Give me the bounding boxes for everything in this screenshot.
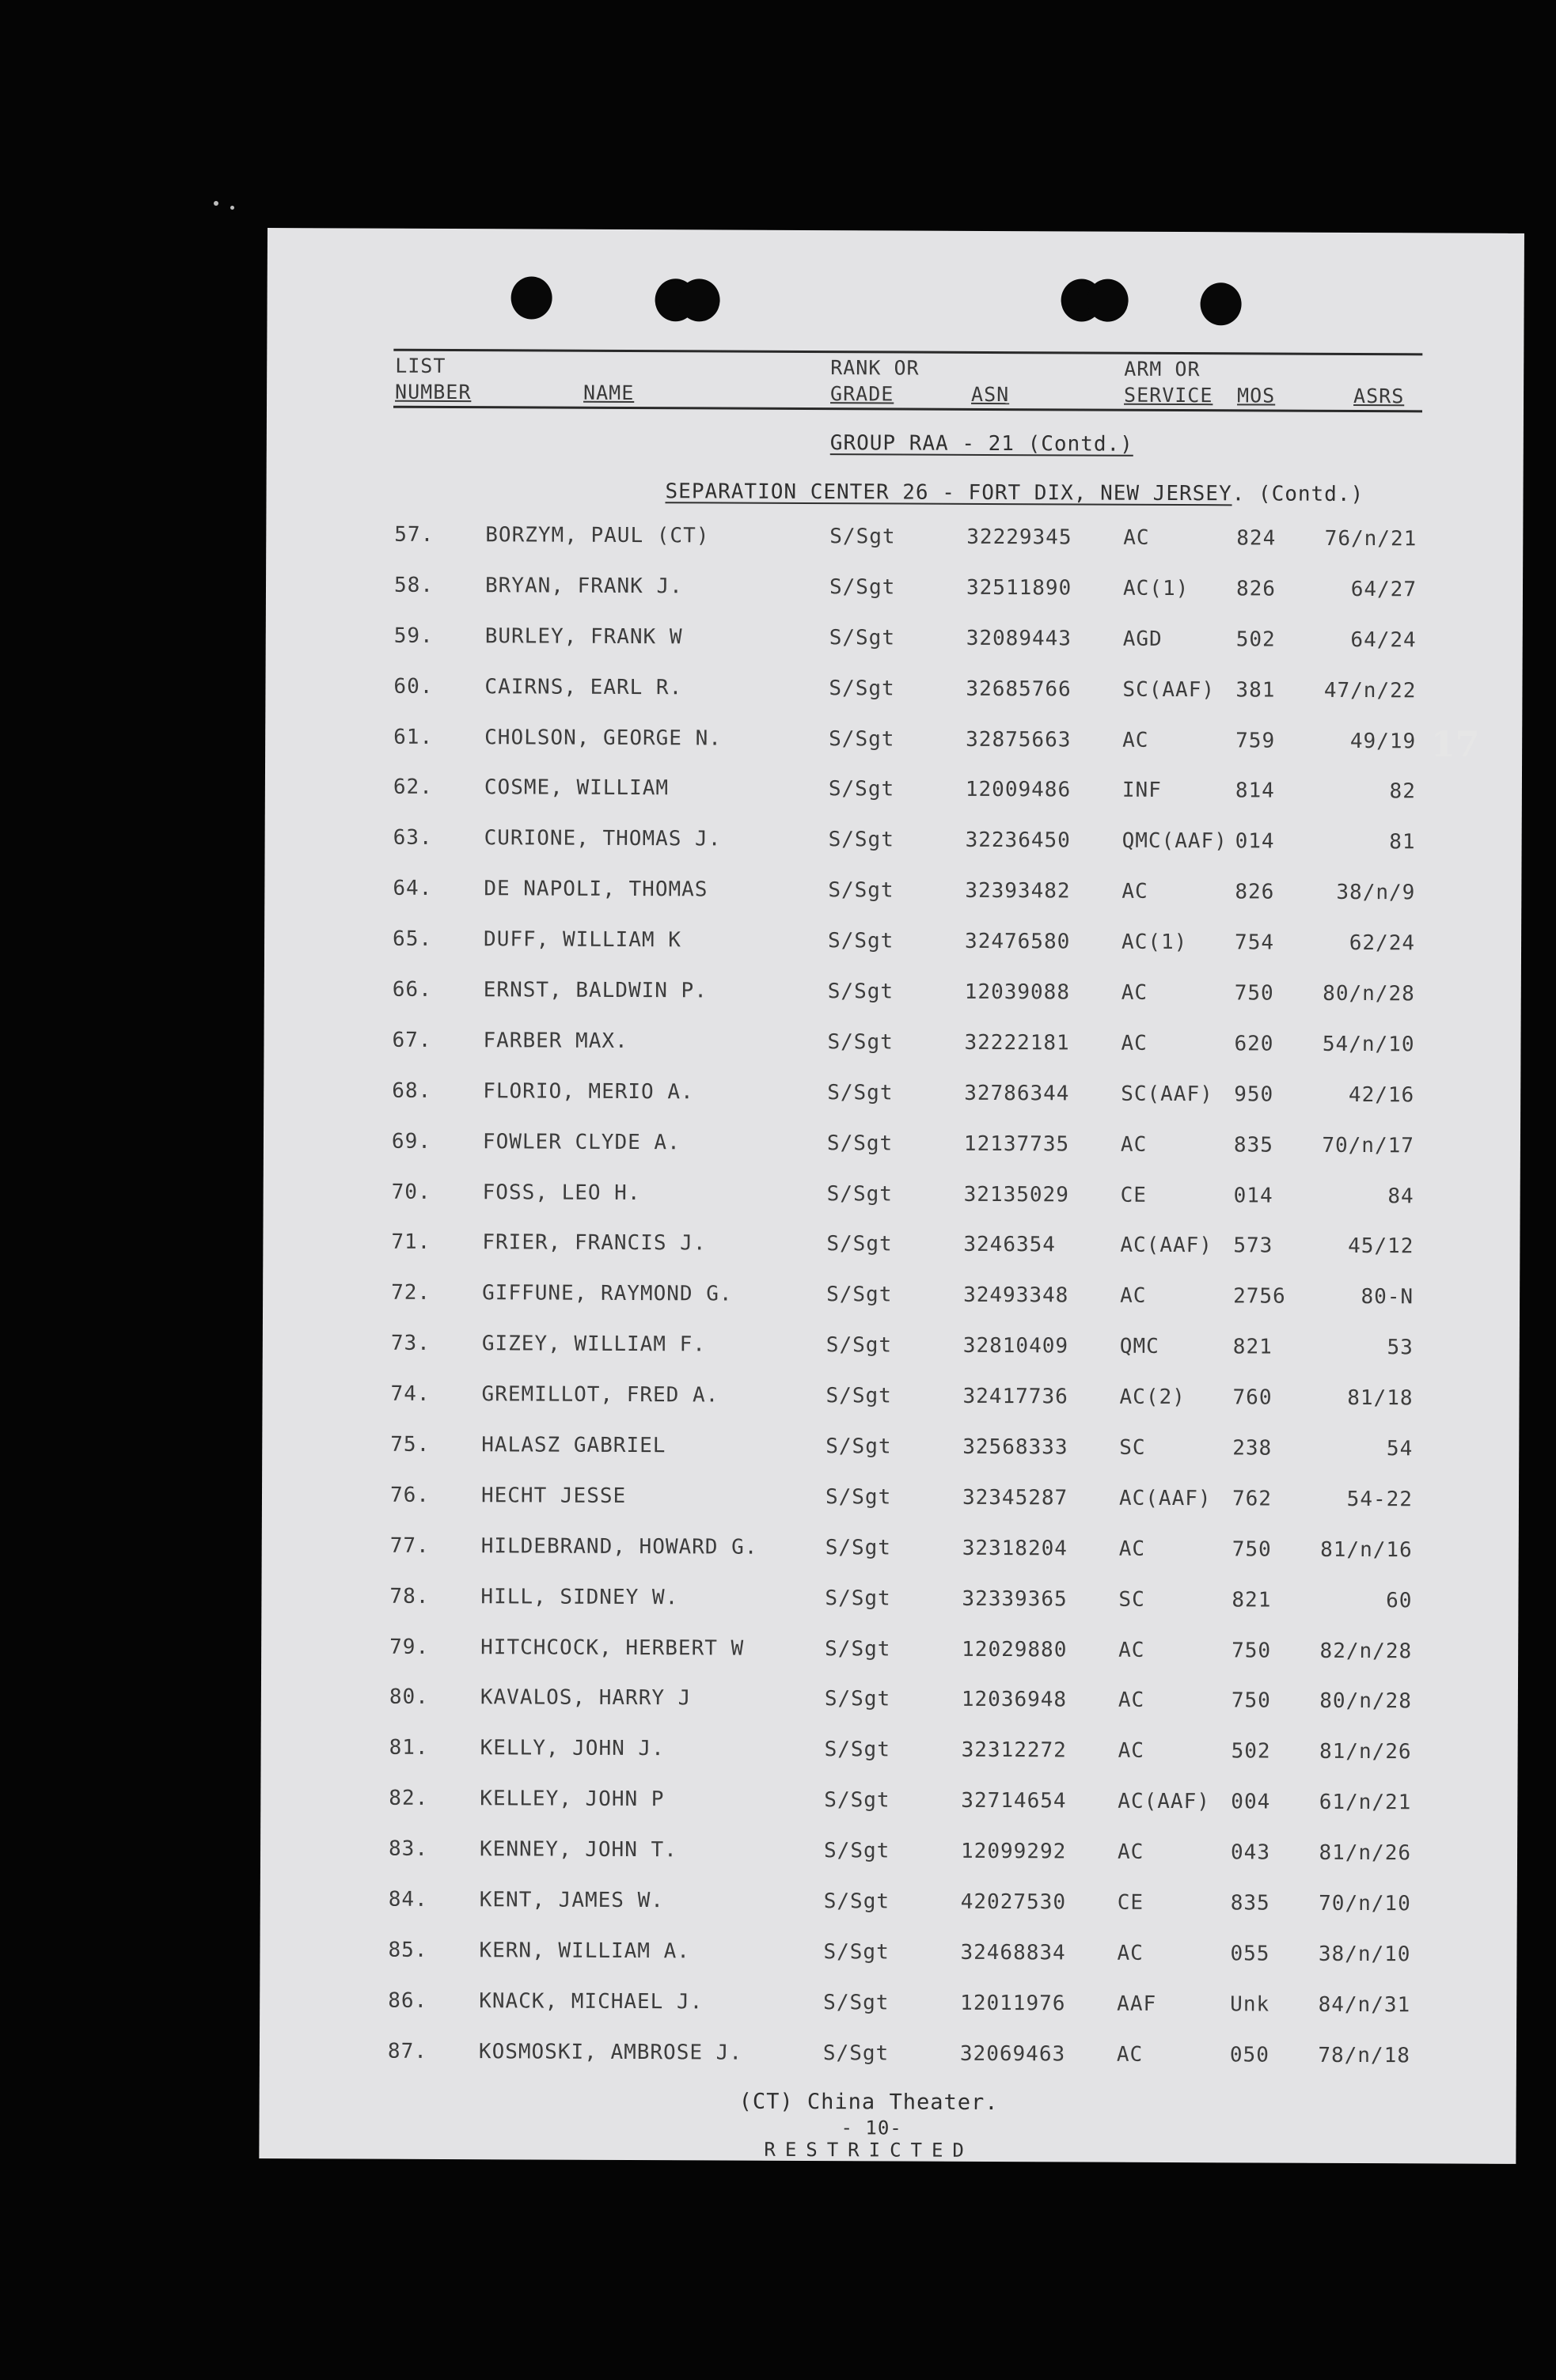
cell-mos: 824 [1236,526,1277,551]
cell-asn: 32135029 [963,1182,1069,1207]
cell-soldier-name: HECHT JESSE [480,1484,627,1508]
cell-soldier-name: CHOLSON, GEORGE N. [484,725,723,751]
cell-list-number: 64. [393,876,433,901]
cell-asn: 32229345 [966,525,1072,550]
table-row: 58. BRYAN, FRANK J. S/Sgt 32511890 AC(1) 826 64/27 [393,573,1417,602]
punch-hole [1087,279,1128,322]
cell-asn: 32468834 [960,1940,1066,1965]
cell-grade: S/Sgt [828,878,894,903]
cell-arm-service: AC [1118,1739,1144,1764]
cell-list-number: 86. [388,1988,428,2013]
cell-arm-service: SC [1118,1587,1145,1612]
film-speck [230,206,234,210]
table-row: 86. KNACK, MICHAEL J. S/Sgt 12011976 AAF Unk 84/n/31 [388,1988,1411,2018]
header-mos: MOS [1237,384,1276,407]
cell-mos: 759 [1235,728,1276,753]
cell-soldier-name: FOSS, LEO H. [482,1180,641,1205]
cell-list-number: 57. [394,522,435,547]
cell-soldier-name: KENT, JAMES W. [479,1888,665,1913]
cell-asn: 12099292 [960,1839,1067,1864]
table-row: 87. KOSMOSKI, AMBROSE J. S/Sgt 32069463 AC 050 78/n/18 [387,2039,1410,2068]
cell-mos: 620 [1234,1032,1274,1056]
cell-mos: 826 [1235,577,1277,601]
header-arm: ARM OR SERVICE [1124,357,1213,407]
cell-grade: S/Sgt [825,1535,892,1560]
cell-list-number: 62. [393,775,433,800]
table-row: 61. CHOLSON, GEORGE N. S/Sgt 32875663 AC 759 49/19 [393,725,1417,753]
cell-grade: S/Sgt [823,1889,890,1914]
cell-asn: 32417736 [962,1384,1068,1409]
cell-mos: 004 [1231,1790,1271,1814]
cell-mos: 043 [1230,1840,1271,1865]
cell-asn: 32714654 [961,1789,1067,1813]
cell-grade: S/Sgt [828,828,894,852]
cell-mos: 750 [1232,1537,1272,1562]
cell-soldier-name: FARBER MAX. [483,1029,628,1053]
cell-list-number: 58. [393,573,435,597]
punch-hole [510,276,552,319]
footnote: (CT) China Theater. [738,2089,999,2116]
cell-asn: 42027530 [960,1889,1067,1915]
punch-hole [678,279,719,321]
cell-arm-service: AC(1) [1121,930,1188,955]
classification-stamp: RESTRICTED [764,2138,973,2162]
cell-asn: 32339365 [962,1586,1068,1612]
film-speck [214,201,218,206]
cell-arm-service: AC [1121,980,1148,1005]
cell-mos: 055 [1230,1942,1270,1966]
cell-soldier-name: KERN, WILLIAM A. [479,1938,691,1964]
cell-asn: 32312272 [961,1738,1067,1763]
cell-soldier-name: HILL, SIDNEY W. [480,1584,679,1609]
cell-list-number: 85. [388,1938,428,1962]
cell-list-number: 71. [391,1230,431,1255]
table-row: 72. GIFFUNE, RAYMOND G. S/Sgt 32493348 AC 2756 80-N [391,1281,1414,1309]
cell-list-number: 79. [389,1635,430,1659]
cell-list-number: 60. [393,674,434,699]
table-row: 70. FOSS, LEO H. S/Sgt 32135029 CE 014 84 [391,1180,1414,1208]
center-title: SEPARATION CENTER 26 - FORT DIX, NEW JERSEY. (Contd.) [665,479,1364,507]
cell-arm-service: AGD [1122,627,1163,651]
cell-grade: S/Sgt [826,1131,894,1156]
cell-mos: 835 [1233,1133,1273,1158]
cell-asn: 32089443 [966,626,1072,651]
table-row: 75. HALASZ GABRIEL S/Sgt 32568333 SC 238 54 [390,1432,1414,1461]
cell-arm-service: QMC [1119,1334,1159,1359]
cell-mos: 014 [1235,829,1275,854]
cell-grade: S/Sgt [825,1636,891,1662]
cell-list-number: 83. [388,1836,429,1862]
cell-list-number: 80. [389,1685,429,1710]
table-row: 81. KELLY, JOHN J. S/Sgt 32312272 AC 502 81/n/26 [389,1736,1412,1764]
cell-soldier-name: BURLEY, FRANK W [484,623,683,650]
cell-grade: S/Sgt [827,980,894,1004]
cell-arm-service: AC [1117,1941,1144,1965]
cell-grade: S/Sgt [824,1687,891,1711]
cell-asn: 32568333 [962,1434,1068,1460]
cell-arm-service: AC(AAF) [1120,1234,1213,1258]
cell-arm-service: AC [1123,525,1150,550]
cell-asn: 32511890 [966,575,1072,601]
cell-soldier-name: KELLY, JOHN J. [480,1736,665,1761]
table-row: 65. DUFF, WILLIAM K S/Sgt 32476580 AC(1) 754 62/24 [393,927,1416,956]
cell-mos: 814 [1235,779,1275,804]
cell-list-number: 66. [392,977,432,1002]
cell-asn: 12009486 [965,778,1072,802]
cell-mos: 762 [1232,1487,1273,1511]
cell-grade: S/Sgt [828,777,895,802]
cell-grade: S/Sgt [823,1940,890,1965]
cell-grade: S/Sgt [823,1839,890,1863]
cell-grade: S/Sgt [829,574,896,600]
cell-soldier-name: FLORIO, MERIO A. [483,1078,694,1105]
table-row: 69. FOWLER CLYDE A. S/Sgt 12137735 AC 835 70/n/17 [391,1129,1415,1158]
cell-asn: 32786344 [964,1081,1070,1106]
group-title: GROUP RAA - 21 (Contd.) [829,431,1133,457]
cell-grade: S/Sgt [829,726,895,752]
document-page [259,228,1524,2164]
table-row: 79. HITCHCOCK, HERBERT W S/Sgt 12029880 AC 750 82/n/28 [389,1635,1413,1663]
cell-list-number: 75. [390,1432,431,1457]
cell-mos: 750 [1232,1638,1272,1663]
cell-mos: 821 [1232,1335,1273,1359]
cell-arm-service: AC [1118,1638,1145,1662]
cell-grade: S/Sgt [825,1485,892,1510]
cell-asn: 12039088 [964,980,1071,1005]
cell-list-number: 59. [393,623,434,648]
cell-arm-service: SC(AAF) [1121,1082,1213,1107]
cell-soldier-name: COSME, WILLIAM [484,775,670,801]
cell-arm-service: AC [1120,1284,1147,1309]
punch-hole [1200,282,1241,325]
cell-grade: S/Sgt [827,1080,894,1105]
cell-grade: S/Sgt [826,1283,893,1307]
table-row: 66. ERNST, BALDWIN P. S/Sgt 12039088 AC 750 80/n/28 [392,977,1415,1006]
cell-arm-service: AAF [1117,1992,1157,2016]
cell-soldier-name: BRYAN, FRANK J. [484,574,683,599]
cell-asn: 32476580 [965,929,1071,954]
cell-arm-service: QMC(AAF) [1121,829,1228,854]
table-row: 78. HILL, SIDNEY W. S/Sgt 32339365 SC 821 60 [389,1584,1413,1613]
cell-grade: S/Sgt [829,525,896,549]
cell-soldier-name: KOSMOSKI, AMBROSE J. [478,2039,743,2065]
cell-soldier-name: CURIONE, THOMAS J. [484,826,722,851]
cell-list-number: 72. [391,1281,431,1306]
cell-soldier-name: KELLEY, JOHN P [480,1787,665,1812]
cell-mos: 750 [1231,1688,1271,1714]
header-list-number: LIST NUMBER [395,354,472,404]
cell-mos: 573 [1233,1234,1273,1259]
table-row: 57. BORZYM, PAUL (CT) S/Sgt 32229345 AC 824 76/n/21 [394,522,1417,551]
cell-asn: 32222181 [964,1030,1070,1055]
cell-soldier-name: KAVALOS, HARRY J [480,1685,692,1711]
table-row: 76. HECHT JESSE S/Sgt 32345287 AC(AAF) 762 54-22 [389,1483,1414,1512]
table-row: 63. CURIONE, THOMAS J. S/Sgt 32236450 QMC(AAF) 014 81 [393,826,1416,855]
side-number: 17 [1431,725,1480,765]
cell-list-number: 87. [387,2039,427,2064]
cell-asn: 32810409 [962,1334,1069,1359]
table-row: 60. CAIRNS, EARL R. S/Sgt 32685766 SC(AAF) 381 47/n/22 [393,674,1417,703]
cell-arm-service: AC [1120,1132,1148,1157]
cell-soldier-name: GIZEY, WILLIAM F. [481,1332,707,1357]
cell-arm-service: AC [1118,1688,1145,1713]
cell-list-number: 78. [389,1584,430,1609]
cell-arm-service: CE [1117,1890,1144,1915]
cell-mos: 2756 [1233,1284,1286,1309]
cell-list-number: 76. [389,1483,431,1507]
cell-mos: 835 [1230,1891,1270,1916]
cell-mos: 502 [1235,627,1276,652]
cell-grade: S/Sgt [829,676,895,701]
cell-list-number: 63. [393,826,433,851]
cell-asn: 12036948 [961,1688,1068,1712]
cell-mos: 050 [1229,2043,1269,2067]
cell-arm-service: AC(2) [1119,1385,1186,1410]
cell-asn: 32069463 [959,2041,1066,2067]
cell-mos: 238 [1232,1436,1273,1461]
cell-arm-service: AC [1116,2042,1144,2067]
cell-soldier-name: HALASZ GABRIEL [481,1433,666,1458]
cell-grade: S/Sgt [825,1434,892,1459]
table-row: 71. FRIER, FRANCIS J. S/Sgt 3246354 AC(AAF) 573 45/12 [391,1230,1414,1259]
cell-arm-service: AC(AAF) [1118,1486,1212,1511]
cell-arm-service: AC [1118,1537,1146,1561]
header-asn: ASN [971,382,1010,407]
cell-soldier-name: HITCHCOCK, HERBERT W [480,1635,745,1661]
cell-grade: S/Sgt [825,1384,892,1408]
cell-list-number: 67. [392,1028,432,1052]
cell-soldier-name: BORZYM, PAUL (CT) [485,523,710,548]
cell-grade: S/Sgt [824,1788,890,1813]
header-asrs: ASRS [1353,384,1405,408]
cell-arm-service: SC [1119,1435,1146,1460]
cell-asn: 12011976 [960,1991,1066,2016]
cell-list-number: 77. [389,1533,430,1558]
cell-mos: 950 [1234,1082,1274,1107]
cell-mos: 502 [1231,1739,1271,1764]
table-row: 84. KENT, JAMES W. S/Sgt 42027530 CE 835 70/n/10 [388,1887,1411,1916]
cell-mos: Unk [1230,1992,1270,2017]
cell-soldier-name: DE NAPOLI, THOMAS [484,877,708,902]
cell-soldier-name: KENNEY, JOHN T. [479,1837,677,1863]
cell-mos: 750 [1234,981,1274,1006]
cell-grade: S/Sgt [829,625,896,650]
roster-list [260,522,1524,2095]
table-row: 82. KELLEY, JOHN P S/Sgt 32714654 AC(AAF) 004 61/n/21 [389,1786,1412,1815]
cell-asn: 32685766 [966,676,1072,702]
cell-arm-service: AC [1117,1840,1144,1865]
table-row: 62. COSME, WILLIAM S/Sgt 12009486 INF 814 82 [393,775,1416,804]
cell-mos: 381 [1235,678,1276,703]
cell-list-number: 70. [391,1180,431,1204]
cell-asn: 32493348 [963,1283,1069,1308]
cell-list-number: 69. [391,1129,431,1154]
cell-grade: S/Sgt [823,1990,890,2015]
cell-arm-service: SC(AAF) [1122,677,1216,702]
table-row: 59. BURLEY, FRANK W S/Sgt 32089443 AGD 502 64/24 [393,623,1417,653]
cell-arm-service: AC [1121,1031,1148,1055]
cell-grade: S/Sgt [828,929,894,953]
page-number: - 10- [841,2117,902,2139]
cell-arm-service: AC [1121,879,1148,904]
cell-arm-service: AC(1) [1122,576,1190,601]
cell-mos: 014 [1233,1183,1273,1208]
cell-soldier-name: ERNST, BALDWIN P. [483,978,708,1003]
cell-soldier-name: KNACK, MICHAEL J. [479,1989,704,2014]
header-rank: RANK OR GRADE [830,356,920,406]
cell-list-number: 65. [393,927,433,952]
cell-asn: 32875663 [966,727,1072,752]
cell-arm-service: CE [1120,1183,1148,1207]
table-row: 68. FLORIO, MERIO A. S/Sgt 32786344 SC(AAF) 950 42/16 [392,1078,1415,1108]
cell-grade: S/Sgt [822,2041,890,2066]
cell-asn: 32345287 [962,1485,1068,1510]
cell-mos: 821 [1232,1588,1272,1613]
header-name: NAME [583,381,635,405]
table-row: 74. GREMILLOT, FRED A. S/Sgt 32417736 AC(2) 760 81/18 [390,1381,1414,1411]
cell-asn: 32393482 [965,879,1071,904]
cell-grade: S/Sgt [826,1181,894,1207]
cell-soldier-name: DUFF, WILLIAM K [484,927,681,953]
cell-list-number: 81. [389,1736,429,1760]
table-row: 85. KERN, WILLIAM A. S/Sgt 32468834 AC 055 38/n/10 [388,1938,1411,1967]
table-row: 73. GIZEY, WILLIAM F. S/Sgt 32810409 QMC 821 53 [390,1331,1414,1360]
table-row: 77. HILDEBRAND, HOWARD G. S/Sgt 32318204 AC 750 81/n/16 [389,1533,1413,1563]
table-row: 83. KENNEY, JOHN T. S/Sgt 12099292 AC 043 81/n/26 [388,1836,1412,1866]
cell-arm-service: INF [1121,779,1162,803]
cell-asn: 3246354 [963,1233,1057,1257]
table-row: 67. FARBER MAX. S/Sgt 32222181 AC 620 54/n/10 [392,1028,1415,1057]
cell-soldier-name: FOWLER CLYDE A. [482,1129,681,1154]
cell-arm-service: AC(AAF) [1118,1789,1210,1814]
cell-grade: S/Sgt [825,1586,891,1611]
cell-soldier-name: GIFFUNE, RAYMOND G. [482,1281,733,1306]
cell-list-number: 84. [388,1887,428,1912]
cell-soldier-name: HILDEBRAND, HOWARD G. [480,1534,758,1560]
cell-arm-service: AC [1122,728,1149,752]
cell-list-number: 68. [392,1078,432,1103]
cell-grade: S/Sgt [826,1232,893,1256]
cell-mos: 754 [1235,930,1275,955]
cell-mos: 826 [1235,880,1275,904]
cell-list-number: 73. [390,1331,431,1356]
cell-asn: 12029880 [962,1637,1068,1662]
table-row: 80. KAVALOS, HARRY J S/Sgt 12036948 AC 750 80/n/28 [389,1685,1412,1714]
cell-grade: S/Sgt [827,1030,894,1055]
cell-mos: 760 [1232,1385,1273,1410]
cell-soldier-name: GREMILLOT, FRED A. [481,1382,719,1408]
cell-grade: S/Sgt [824,1738,890,1762]
cell-asn: 32236450 [965,828,1071,853]
cell-asn: 12137735 [963,1131,1070,1157]
cell-soldier-name: CAIRNS, EARL R. [484,674,683,699]
cell-asn: 32318204 [962,1536,1068,1561]
cell-list-number: 82. [389,1786,429,1811]
table-row: 64. DE NAPOLI, THOMAS S/Sgt 32393482 AC 826 38/n/9 [393,876,1416,905]
cell-grade: S/Sgt [825,1333,893,1358]
cell-soldier-name: FRIER, FRANCIS J. [482,1230,707,1256]
cell-list-number: 61. [393,725,434,749]
cell-list-number: 74. [390,1381,431,1407]
